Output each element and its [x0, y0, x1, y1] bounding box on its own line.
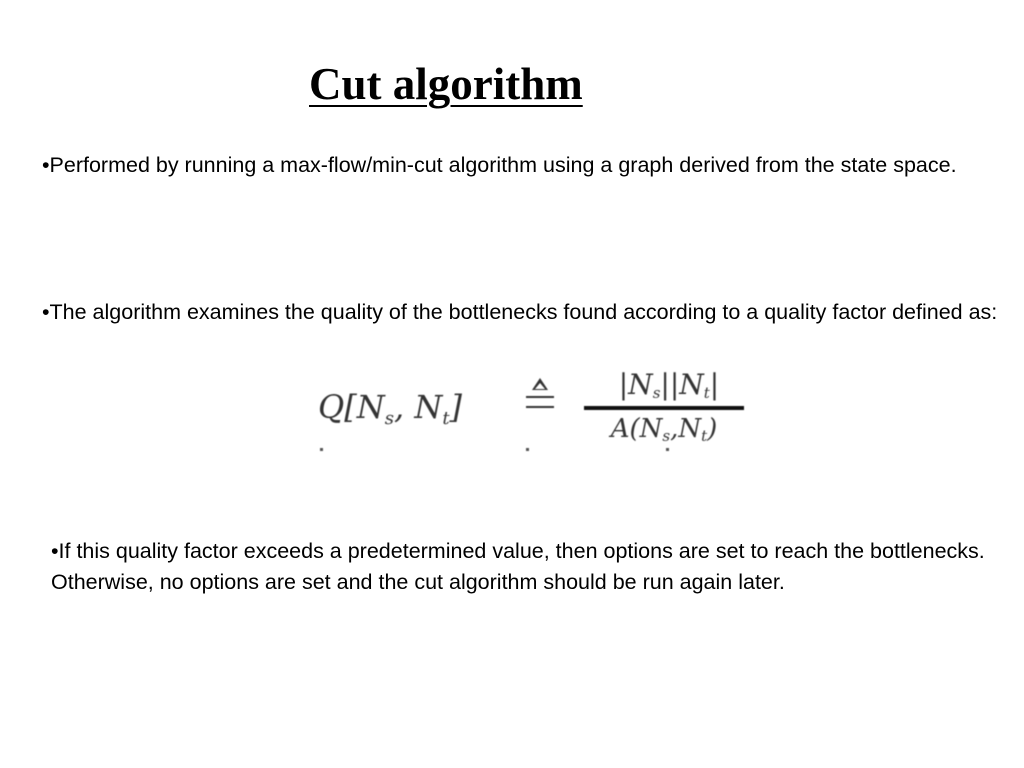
fraction-bar — [584, 406, 744, 410]
slide-title: Cut algorithm — [309, 59, 583, 109]
bullet-max-flow: •Performed by running a max-flow/min-cut algorithm using a graph derived from the state space. — [42, 153, 957, 177]
formula-denominator: $A(N_s,N_t)$ — [610, 414, 718, 445]
quality-factor-formula — [318, 368, 758, 458]
formula-lhs: $Q[N_s$, $N_t$] — [318, 388, 463, 429]
formula-artifact-mark — [666, 448, 669, 451]
bullet-options: •If this quality factor exceeds a predetermined value, then options are set to reach the bottlenecks. Otherwise, no options are set and the cut algorithm should be run again later. — [51, 539, 985, 594]
defined-as-symbol — [524, 378, 556, 418]
bullet-quality-factor: •The algorithm examines the quality of the bottlenecks found according to a quality factor defined as: — [42, 300, 998, 324]
formula-numerator: $|N_s||N_t|$ — [618, 368, 720, 402]
formula-artifact-mark — [526, 448, 529, 451]
formula-artifact-mark — [320, 448, 323, 451]
